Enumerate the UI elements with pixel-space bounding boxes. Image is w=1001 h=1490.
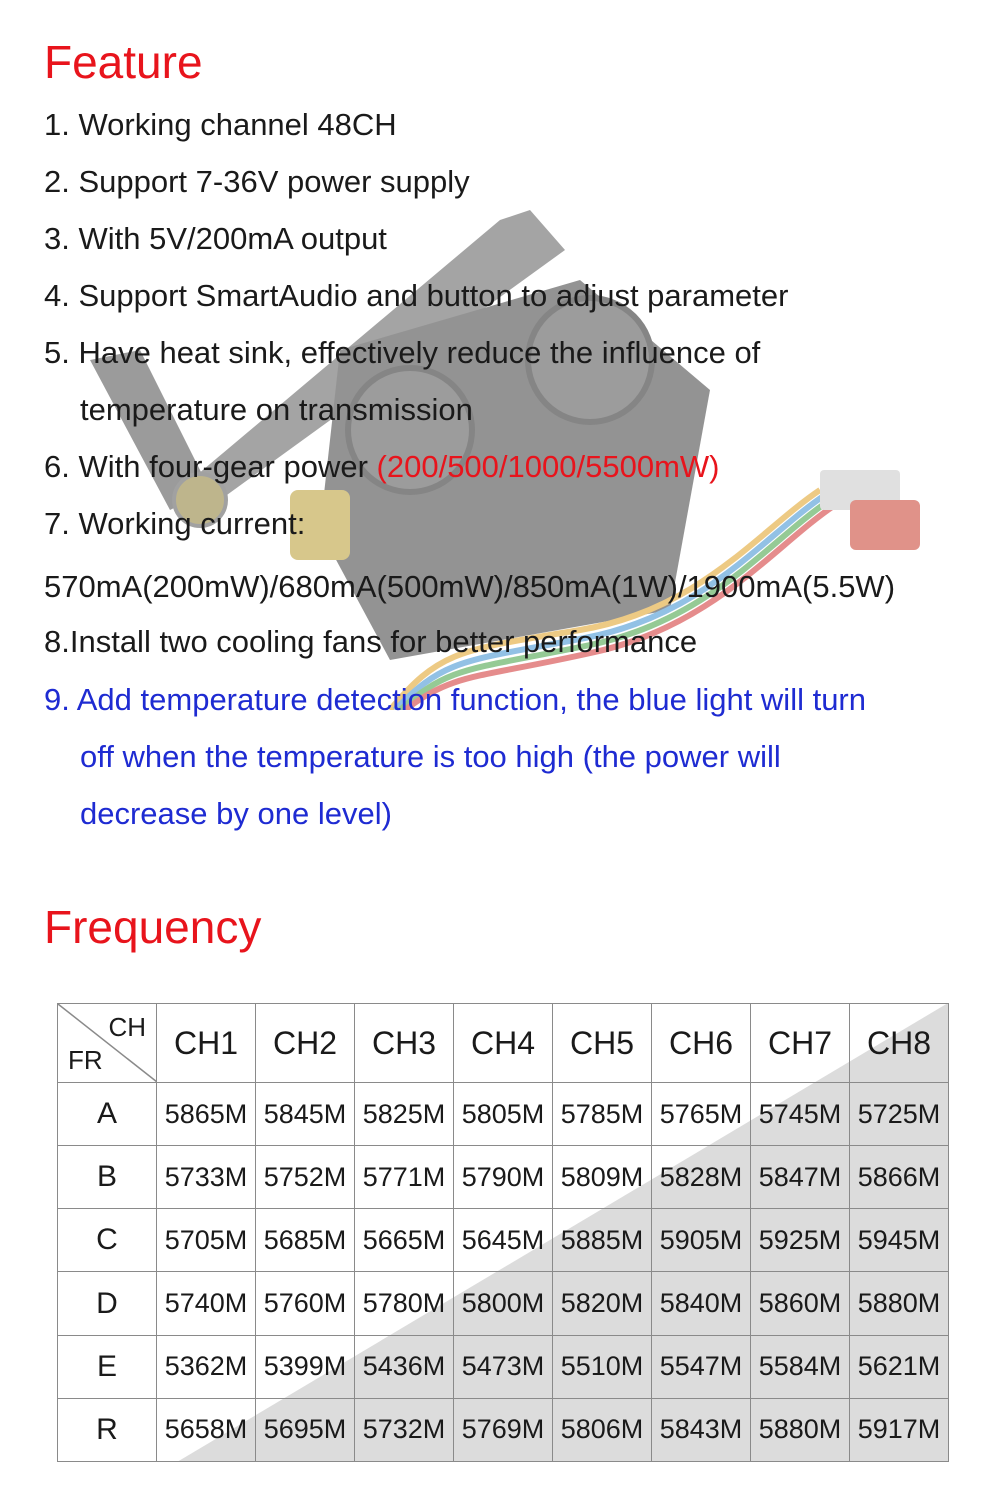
frequency-cell: 5510M	[553, 1335, 652, 1398]
frequency-cell: 5584M	[751, 1335, 850, 1398]
frequency-cell: 5733M	[157, 1146, 256, 1209]
corner-ch-label: CH	[108, 1012, 146, 1042]
feature-item-continuation: 570mA(200mW)/680mA(500mW)/850mA(1W)/1900mA(5.5W)	[44, 569, 896, 604]
frequency-cell: 5362M	[157, 1335, 256, 1398]
power-levels-highlight: (200/500/1000/5500mW)	[376, 449, 720, 484]
frequency-cell: 5725M	[850, 1083, 949, 1146]
frequency-cell: 5752M	[256, 1146, 355, 1209]
frequency-cell: 5473M	[454, 1335, 553, 1398]
feature-item-note-continuation: off when the temperature is too high (the power will	[80, 739, 781, 774]
table-row	[58, 1146, 949, 1209]
table-row	[58, 1272, 949, 1335]
frequency-cell: 5806M	[553, 1398, 652, 1461]
corner-fr-label: FR	[68, 1045, 103, 1075]
band-label: E	[58, 1335, 157, 1398]
frequency-cell: 5865M	[157, 1083, 256, 1146]
feature-item: 5. Have heat sink, effectively reduce the influence of	[44, 335, 761, 370]
channel-header: CH8	[850, 1004, 949, 1083]
frequency-cell: 5880M	[751, 1398, 850, 1461]
table-row	[58, 1335, 949, 1398]
frequency-cell: 5732M	[355, 1398, 454, 1461]
frequency-cell: 5769M	[454, 1398, 553, 1461]
frequency-cell: 5847M	[751, 1146, 850, 1209]
feature-item: 1. Working channel 48CH	[44, 107, 397, 142]
feature-title: Feature	[44, 36, 203, 88]
frequency-cell: 5820M	[553, 1272, 652, 1335]
frequency-table	[57, 1003, 949, 1462]
frequency-cell: 5621M	[850, 1335, 949, 1398]
frequency-cell: 5760M	[256, 1272, 355, 1335]
frequency-cell: 5843M	[652, 1398, 751, 1461]
frequency-cell: 5809M	[553, 1146, 652, 1209]
channel-header: CH2	[256, 1004, 355, 1083]
frequency-cell: 5740M	[157, 1272, 256, 1335]
channel-header: CH4	[454, 1004, 553, 1083]
frequency-cell: 5866M	[850, 1146, 949, 1209]
frequency-cell: 5885M	[553, 1209, 652, 1272]
table-corner-cell	[58, 1004, 157, 1083]
feature-item: 7. Working current:	[44, 506, 306, 541]
frequency-cell: 5695M	[256, 1398, 355, 1461]
channel-header: CH3	[355, 1004, 454, 1083]
frequency-title: Frequency	[44, 901, 262, 953]
feature-item-text: 6. With four-gear power	[44, 449, 377, 484]
frequency-table-container	[57, 1003, 948, 1462]
frequency-cell: 5905M	[652, 1209, 751, 1272]
band-label: A	[58, 1083, 157, 1146]
band-label: C	[58, 1209, 157, 1272]
band-label: R	[58, 1398, 157, 1461]
channel-header: CH5	[553, 1004, 652, 1083]
feature-item: 3. With 5V/200mA output	[44, 221, 387, 256]
feature-item	[44, 447, 719, 487]
table-header-row	[58, 1004, 949, 1083]
frequency-cell: 5399M	[256, 1335, 355, 1398]
frequency-cell: 5845M	[256, 1083, 355, 1146]
feature-item-note-continuation: decrease by one level)	[80, 796, 392, 831]
feature-item: 2. Support 7-36V power supply	[44, 164, 470, 199]
frequency-cell: 5780M	[355, 1272, 454, 1335]
band-label: D	[58, 1272, 157, 1335]
frequency-cell: 5790M	[454, 1146, 553, 1209]
frequency-cell: 5745M	[751, 1083, 850, 1146]
feature-item-note: 9. Add temperature detection function, the blue light will turn	[44, 682, 866, 717]
frequency-cell: 5658M	[157, 1398, 256, 1461]
frequency-cell: 5805M	[454, 1083, 553, 1146]
frequency-cell: 5771M	[355, 1146, 454, 1209]
frequency-cell: 5685M	[256, 1209, 355, 1272]
channel-header: CH6	[652, 1004, 751, 1083]
table-row	[58, 1083, 949, 1146]
table-body	[58, 1083, 949, 1462]
frequency-cell: 5825M	[355, 1083, 454, 1146]
channel-header: CH1	[157, 1004, 256, 1083]
feature-item-continuation: temperature on transmission	[80, 392, 473, 427]
feature-item: 8.Install two cooling fans for better performance	[44, 624, 698, 659]
frequency-cell: 5665M	[355, 1209, 454, 1272]
frequency-cell: 5880M	[850, 1272, 949, 1335]
frequency-cell: 5860M	[751, 1272, 850, 1335]
table-row	[58, 1209, 949, 1272]
frequency-cell: 5765M	[652, 1083, 751, 1146]
frequency-cell: 5840M	[652, 1272, 751, 1335]
band-label: B	[58, 1146, 157, 1209]
frequency-cell: 5925M	[751, 1209, 850, 1272]
frequency-cell: 5917M	[850, 1398, 949, 1461]
frequency-cell: 5828M	[652, 1146, 751, 1209]
frequency-cell: 5645M	[454, 1209, 553, 1272]
channel-header: CH7	[751, 1004, 850, 1083]
frequency-cell: 5785M	[553, 1083, 652, 1146]
feature-item: 4. Support SmartAudio and button to adjust parameter	[44, 278, 789, 313]
frequency-cell: 5547M	[652, 1335, 751, 1398]
frequency-cell: 5436M	[355, 1335, 454, 1398]
frequency-cell: 5800M	[454, 1272, 553, 1335]
frequency-cell: 5705M	[157, 1209, 256, 1272]
table-row	[58, 1398, 949, 1461]
frequency-cell: 5945M	[850, 1209, 949, 1272]
